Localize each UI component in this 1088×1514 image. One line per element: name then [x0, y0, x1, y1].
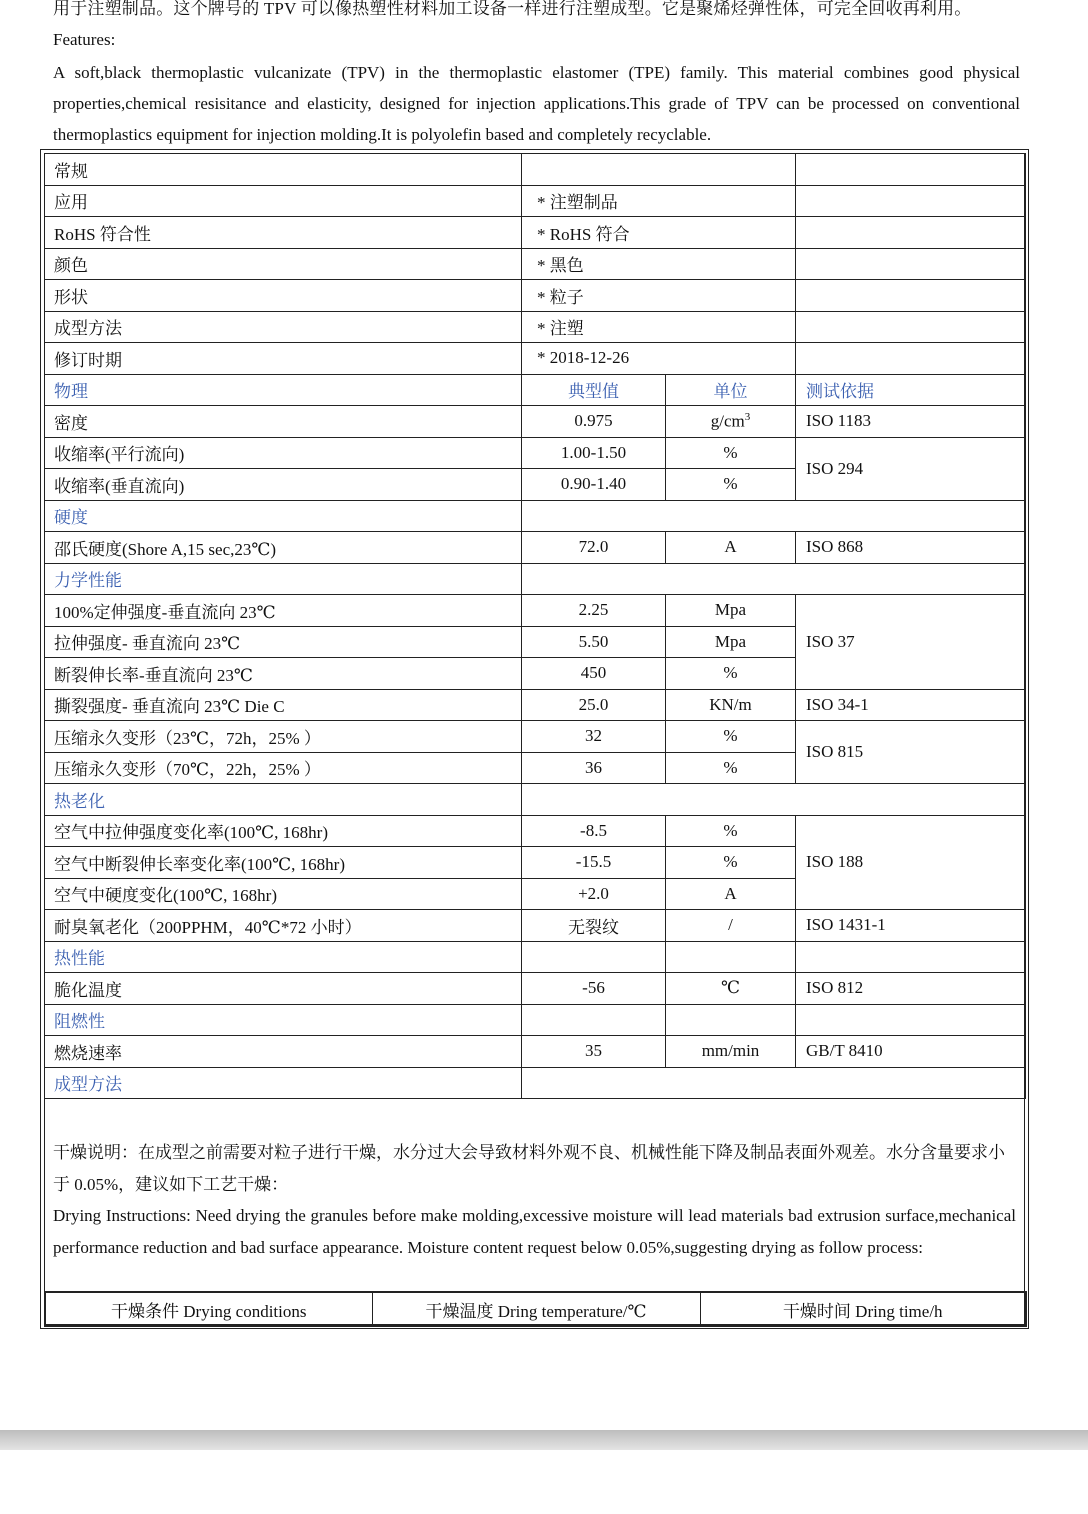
property-name: 邵氏硬度(Shore A,15 sec,23℃): [45, 532, 522, 564]
test-standard: ISO 34-1: [796, 689, 1026, 721]
property-unit: %: [666, 847, 796, 879]
section-title-aging: 热老化: [45, 784, 522, 816]
property-value: 5.50: [522, 626, 666, 658]
column-header-unit: 单位: [666, 374, 796, 406]
intro-top-line: 用于注塑制品。这个牌号的 TPV 可以像热塑性材料加工设备一样进行注塑成型。它是聚烯烃弹性体，可完全回收再利用。: [53, 0, 972, 18]
property-name: 颜色: [45, 248, 522, 280]
page-separator: [0, 1430, 1088, 1450]
table-row: [45, 185, 1026, 217]
property-unit: mm/min: [666, 1036, 796, 1068]
property-value: -8.5: [522, 815, 666, 847]
table-row: [45, 217, 1026, 249]
property-value: 36: [522, 752, 666, 784]
test-standard: ISO 815: [796, 721, 1026, 784]
section-title-general: 常规: [45, 154, 522, 186]
property-name: 修订时期: [45, 343, 522, 375]
table-row: [45, 437, 1026, 469]
table-row: [45, 1036, 1026, 1068]
table-row: [45, 248, 1026, 280]
property-unit: Mpa: [666, 595, 796, 627]
property-value: 1.00-1.50: [522, 437, 666, 469]
property-unit: %: [666, 437, 796, 469]
property-unit: %: [666, 752, 796, 784]
table-row: [45, 500, 1026, 532]
table-row: [45, 689, 1026, 721]
section-title-flame: 阻燃性: [45, 1004, 522, 1036]
property-value: 2.25: [522, 595, 666, 627]
property-name: 收缩率(平行流向): [45, 437, 522, 469]
test-standard: ISO 868: [796, 532, 1026, 564]
property-name: 空气中硬度变化(100℃, 168hr): [45, 878, 522, 910]
property-value: * 黑色: [522, 248, 796, 280]
property-value: * 注塑: [522, 311, 796, 343]
property-unit: %: [666, 721, 796, 753]
property-value: 25.0: [522, 689, 666, 721]
property-name: 密度: [45, 406, 522, 438]
section-title-physical: 物理: [45, 374, 522, 406]
property-value: 35: [522, 1036, 666, 1068]
property-value: * RoHS 符合: [522, 217, 796, 249]
property-value: 72.0: [522, 532, 666, 564]
property-name: 脆化温度: [45, 973, 522, 1005]
property-unit: A: [666, 878, 796, 910]
test-standard: GB/T 8410: [796, 1036, 1026, 1068]
column-header-drying-time: 干燥时间 Dring time/h: [700, 1292, 1026, 1326]
property-value: 450: [522, 658, 666, 690]
properties-table: [44, 153, 1026, 1099]
property-unit: A: [666, 532, 796, 564]
table-row: [45, 563, 1026, 595]
property-value: 0.90-1.40: [522, 469, 666, 501]
test-standard: ISO 188: [796, 815, 1026, 910]
table-row: [45, 941, 1026, 973]
property-value: * 粒子: [522, 280, 796, 312]
drying-instructions: [44, 1135, 1025, 1263]
property-name: 空气中拉伸强度变化率(100℃, 168hr): [45, 815, 522, 847]
property-name: 成型方法: [45, 311, 522, 343]
property-name: 耐臭氧老化（200PPHM，40℃*72 小时）: [45, 910, 522, 942]
property-name: 拉伸强度- 垂直流向 23℃: [45, 626, 522, 658]
property-value: * 2018-12-26: [522, 343, 796, 375]
drying-instructions-en: Drying Instructions: Need drying the granules before make molding,excessive moisture will lead materials bad extrusion surface,mechanical performance reduction and bad surface appearance. Moisture content request below 0.05%,suggesting drying as follow process:: [53, 1206, 1016, 1257]
property-name: 形状: [45, 280, 522, 312]
table-row: [45, 374, 1026, 406]
property-name: 断裂伸长率-垂直流向 23℃: [45, 658, 522, 690]
property-name: 空气中断裂伸长率变化率(100℃, 168hr): [45, 847, 522, 879]
test-standard: ISO 37: [796, 595, 1026, 690]
property-name: 撕裂强度- 垂直流向 23℃ Die C: [45, 689, 522, 721]
table-row: [45, 784, 1026, 816]
table-row: [45, 280, 1026, 312]
table-row: [45, 154, 1026, 186]
column-header-drying-temperature: 干燥温度 Dring temperature/℃: [372, 1292, 700, 1326]
property-name: 100%定伸强度-垂直流向 23℃: [45, 595, 522, 627]
property-unit: ℃: [666, 973, 796, 1005]
property-value: * 注塑制品: [522, 185, 796, 217]
table-row: [45, 343, 1026, 375]
section-title-mechanical: 力学性能: [45, 563, 522, 595]
table-row: [45, 973, 1026, 1005]
section-title-molding: 成型方法: [45, 1067, 522, 1099]
property-unit: /: [666, 910, 796, 942]
table-row: [45, 815, 1026, 847]
property-value: -15.5: [522, 847, 666, 879]
property-unit: %: [666, 469, 796, 501]
drying-conditions-table: [44, 1291, 1027, 1327]
property-value: 32: [522, 721, 666, 753]
test-standard: ISO 1183: [796, 406, 1026, 438]
property-name: 收缩率(垂直流向): [45, 469, 522, 501]
property-name: 燃烧速率: [45, 1036, 522, 1068]
section-title-hardness: 硬度: [45, 500, 522, 532]
property-value: +2.0: [522, 878, 666, 910]
property-unit: %: [666, 815, 796, 847]
property-value: 0.975: [522, 406, 666, 438]
table-row: [45, 595, 1026, 627]
property-name: 压缩永久变形（70℃，22h，25% ）: [45, 752, 522, 784]
property-name: RoHS 符合性: [45, 217, 522, 249]
test-standard: ISO 294: [796, 437, 1026, 500]
column-header-value: 典型值: [522, 374, 666, 406]
property-unit: $g/cm^3$: [666, 406, 796, 438]
features-text: A soft,black thermoplastic vulcanizate (TPV) in the thermoplastic elastomer (TPE) family. This material combines good physical properties,chemical resisitance and elasticity, designed for injection applications.This grade of TPV can be processed on conventional thermoplastics equipment for injection molding.It is polyolefin based and completely recyclable.: [53, 63, 1020, 144]
column-header-drying-conditions: 干燥条件 Drying conditions: [45, 1292, 372, 1326]
table-row: [45, 910, 1026, 942]
test-standard: ISO 812: [796, 973, 1026, 1005]
property-name: 应用: [45, 185, 522, 217]
table-row: [45, 406, 1026, 438]
property-value: -56: [522, 973, 666, 1005]
section-title-thermal: 热性能: [45, 941, 522, 973]
test-standard: ISO 1431-1: [796, 910, 1026, 942]
table-row: [45, 721, 1026, 753]
drying-instructions-cn: 干燥说明：在成型之前需要对粒子进行干燥，水分过大会导致材料外观不良、机械性能下降及制品表面外观差。水分含量要求小于 0.05%，建议如下工艺干燥：: [53, 1143, 1005, 1194]
property-unit: Mpa: [666, 626, 796, 658]
table-row: [45, 1004, 1026, 1036]
property-value: 无裂纹: [522, 910, 666, 942]
column-header-standard: 测试依据: [796, 374, 1026, 406]
table-row: [45, 532, 1026, 564]
table-row: [45, 1067, 1026, 1099]
table-row: [45, 311, 1026, 343]
table-row: [45, 1292, 1026, 1326]
property-name: 压缩永久变形（23℃，72h，25% ）: [45, 721, 522, 753]
property-unit: %: [666, 658, 796, 690]
property-unit: KN/m: [666, 689, 796, 721]
features-label: Features:: [53, 30, 116, 49]
